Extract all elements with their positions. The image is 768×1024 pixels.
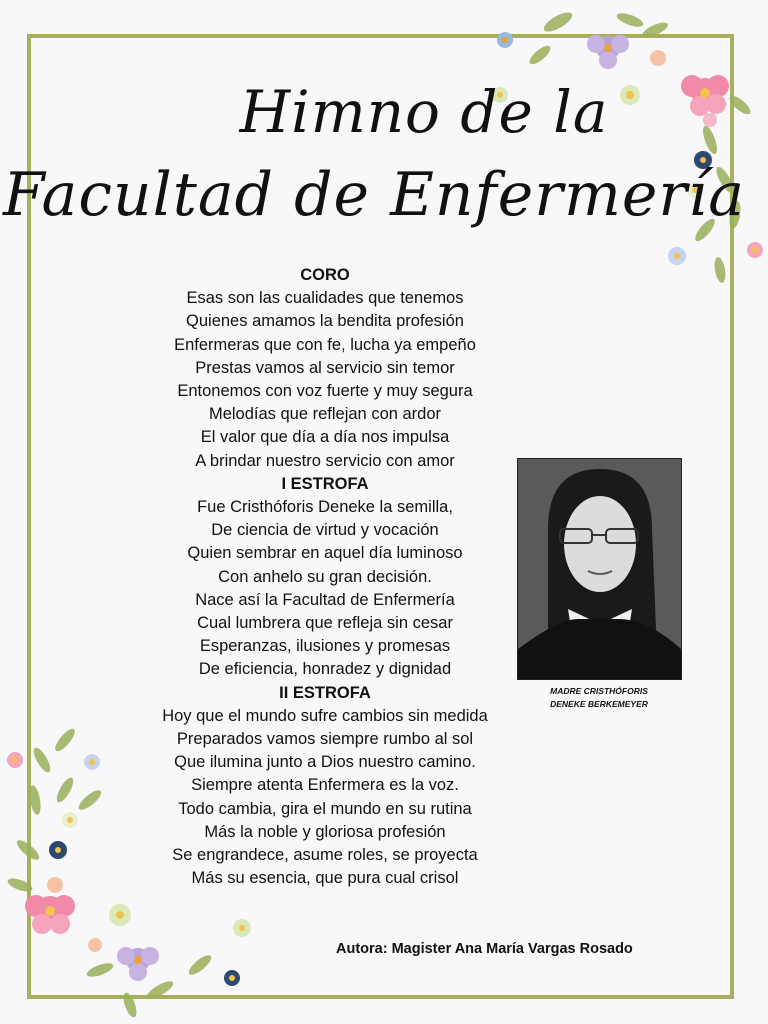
lyric-line: A brindar nuestro servicio con amor <box>195 451 455 470</box>
lyric-line: Se engrandece, asume roles, se proyecta <box>172 846 478 865</box>
lyric-line: De ciencia de virtud y vocación <box>211 521 439 540</box>
lyric-line: Todo cambia, gira el mundo en su rutina <box>178 799 472 818</box>
lyric-line: Enfermeras que con fe, lucha ya empeño <box>174 335 476 354</box>
portrait-photo <box>517 458 682 680</box>
lyric-line: Quienes amamos la bendita profesión <box>186 312 464 331</box>
lyric-line: Que ilumina junto a Dios nuestro camino. <box>174 753 476 772</box>
lyric-line: Entonemos con voz fuerte y muy segura <box>177 382 473 401</box>
lyric-line: Melodías que reflejan con ardor <box>208 405 442 424</box>
lyric-line: Más su esencia, que pura cual crisol <box>191 869 459 888</box>
lyric-line: Con anhelo su gran decisión. <box>218 567 432 586</box>
stanza-heading: II ESTROFA <box>279 683 371 702</box>
lyric-line: Quien sembrar en aquel día luminoso <box>187 544 463 563</box>
stanza-heading: CORO <box>300 266 350 284</box>
lyric-line: Prestas vamos al servicio sin temor <box>195 358 455 377</box>
lyric-line: Esperanzas, ilusiones y promesas <box>199 637 451 656</box>
stanza-heading: I ESTROFA <box>281 474 369 493</box>
author-credit: Autora: Magister Ana María Vargas Rosado <box>336 941 633 957</box>
title-line-2: Facultad de Enfermería <box>3 160 745 230</box>
lyric-line: Esas son las cualidades que tenemos <box>186 289 464 308</box>
lyric-line: De eficiencia, honradez y dignidad <box>198 660 452 679</box>
hymn-lyrics <box>125 264 525 890</box>
title-line-1: Himno de la <box>239 78 609 146</box>
caption-line-1: MADRE CRISTHÓFORIS <box>550 686 648 696</box>
lyric-line: Preparados vamos siempre rumbo al sol <box>176 730 474 749</box>
lyric-line: Más la noble y gloriosa profesión <box>204 822 446 841</box>
photo-caption <box>520 685 678 711</box>
lyric-line: Hoy que el mundo sufre cambios sin medida <box>162 706 488 725</box>
lyric-line: Siempre atenta Enfermera es la voz. <box>191 776 459 795</box>
lyric-line: Nace así la Facultad de Enfermería <box>195 590 455 609</box>
lyric-line: Fue Cristhóforis Deneke la semilla, <box>197 498 453 517</box>
lyric-line: El valor que día a día nos impulsa <box>200 428 450 447</box>
caption-line-2: DENEKE BERKEMEYER <box>550 699 648 709</box>
floral-decoration-top-right <box>480 0 768 300</box>
lyric-line: Cual lumbrera que refleja sin cesar <box>197 614 453 633</box>
